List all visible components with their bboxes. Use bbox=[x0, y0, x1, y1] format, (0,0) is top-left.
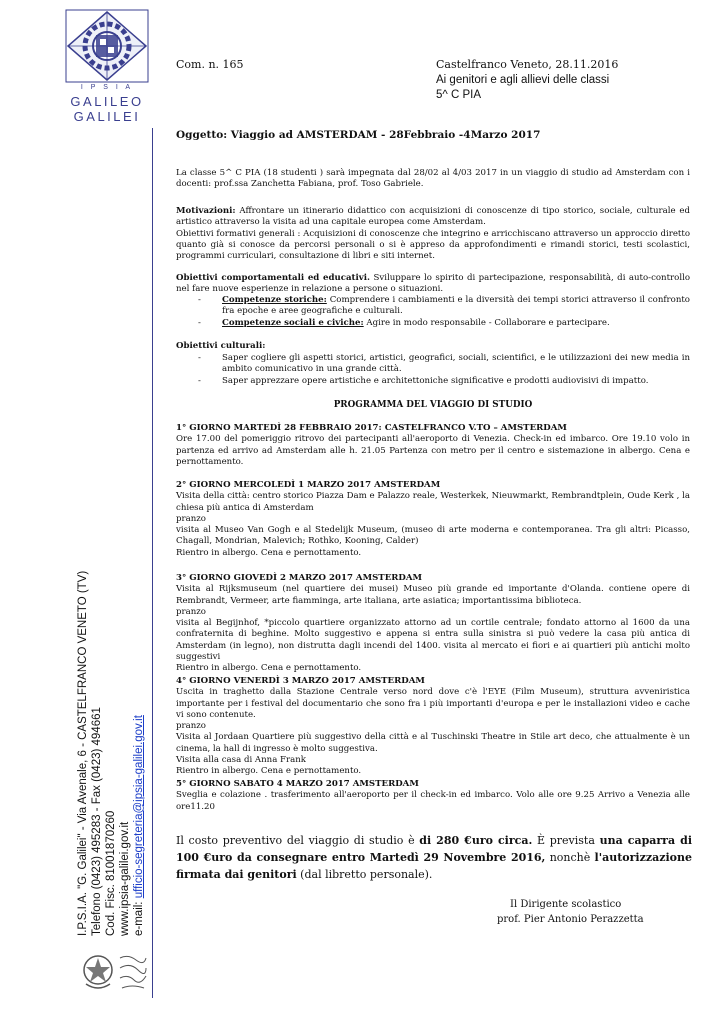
day-heading: 4° GIORNO VENERDÌ 3 MARZO 2017 AMSTERDAM bbox=[176, 676, 425, 686]
day-line: pranzo bbox=[176, 513, 206, 524]
sidebar-divider bbox=[152, 128, 153, 998]
day-line: Rientro in albergo. Cena e pernottamento. bbox=[176, 663, 362, 674]
addressee-line1: Ai genitori e agli allievi delle classi bbox=[436, 74, 610, 86]
school-email-row bbox=[132, 536, 146, 936]
republic-emblem-icon bbox=[80, 952, 116, 992]
day-heading: 5° GIORNO SABATO 4 MARZO 2017 AMSTERDAM bbox=[176, 779, 419, 789]
cost-paragraph bbox=[176, 832, 692, 883]
day-line: visita al Begijnhof, *piccolo quartiere organizzato attorno ad un cortile centrale; fondato attorno al 1600 da una confraternita di beghine. Molto suggestivo e appena si entra sulla sinistra si può vedere la casa più antica di Amsterdam (in legno), non distrutta dagli incendi del 1400. visita al mercato ei fiori e ai quartieri più antichi molto suggestivi bbox=[176, 618, 690, 663]
signature-role: Il Dirigente scolastico bbox=[510, 899, 622, 910]
school-website[interactable]: www.ipsia-galilei.gov.it bbox=[119, 821, 131, 936]
cost-text-1: Il costo preventivo del viaggio di studio è bbox=[176, 834, 420, 847]
competenze-sociali-text: Agire in modo responsabile - Collaborare e partecipare. bbox=[363, 317, 610, 328]
list-item: - Saper apprezzare opere artistiche e architettoniche significative e prodotti audiovisivi di impatto. bbox=[176, 376, 690, 387]
competenze-sociali-label: Competenze sociali e civiche: bbox=[222, 317, 364, 328]
intro-paragraph bbox=[176, 168, 690, 191]
day-line: pranzo bbox=[176, 721, 206, 732]
day-3 bbox=[176, 573, 690, 675]
competenze-list bbox=[176, 295, 690, 329]
cost-text-4: (dal libretto personale). bbox=[296, 868, 433, 881]
competenze-storiche-label: Competenze storiche: bbox=[222, 295, 327, 305]
day-line: pranzo bbox=[176, 606, 206, 617]
day-2 bbox=[176, 480, 690, 559]
day-line: Sveglia e colazione . trasferimento all'aeroporto per il check-in ed imbarco. Volo alle ore 9.25 Arrivo a Venezia alle ore11.20 bbox=[176, 790, 690, 812]
cost-deposit: una caparra di 100 €uro da consegnare entro Martedì 29 Novembre 2016, bbox=[176, 834, 693, 864]
programma-title: PROGRAMMA DEL VIAGGIO DI STUDIO bbox=[333, 400, 533, 410]
day-4 bbox=[176, 676, 690, 778]
logo-name-line2: GALILEI bbox=[73, 109, 141, 124]
logo-name-line1: GALILEO bbox=[70, 94, 144, 109]
comportamentali-text: Sviluppare lo spirito di partecipazione, responsabilità, di auto-controllo nel fare nuove esperienze in relazione a persone o situazioni. bbox=[176, 273, 690, 295]
comportamentali-label: Obiettivi comportamentali ed educativi. bbox=[176, 273, 371, 283]
addressee-line2: 5^ C PIA bbox=[436, 89, 482, 101]
cost-authorization: l'autorizzazione firmata dai genitori bbox=[176, 851, 692, 881]
day-line: Rientro in albergo. Cena e pernottamento. bbox=[176, 766, 362, 777]
day-line: visita al Museo Van Gogh e al Stedelijk Museum, (museo di arte moderna e contemporanea. Tra gli altri: Picasso, Chagall, Mondrian, Malevich; Rothko, Kooning, Calder) bbox=[176, 525, 690, 547]
competenze-storiche-text: Comprendere i cambiamenti e la diversità dei tempi storici attraverso il confronto fra epoche e aree geografiche e culturali. bbox=[222, 295, 690, 317]
day-line: Uscita in traghetto dalla Stazione Centrale verso nord dove c'è l'EYE (Film Museum), struttura avveniristica importante per i festival del documentario che sono fra i più importanti d'europa e per le installazioni video e cache vi sono contenute. bbox=[176, 687, 690, 720]
day-line: Ore 17.00 del pomeriggio ritrovo dei partecipanti all'aeroporto di Venezia. Check-in ed imbarco. Ore 19.10 volo in partenza ed arrivo ad Amsterdam alle h. 21.05 Partenza con metro per il centro e sistemazione in albergo. Cena e pernottamento. bbox=[176, 434, 690, 467]
cost-text-3: nonchè bbox=[545, 851, 595, 864]
list-item: - Saper cogliere gli aspetti storici, artistici, geografici, sociali, scientifici, e le utilizzazioni dei new media in ambito comunicativo in una grande città. bbox=[198, 353, 690, 375]
gear-logo-icon bbox=[64, 8, 150, 84]
school-contacts bbox=[76, 536, 146, 936]
place-date: Castelfranco Veneto, 28.11.2016 bbox=[436, 58, 619, 71]
motivazioni-label: Motivazioni: bbox=[176, 206, 236, 216]
logo-ipsia-text: I P S I A bbox=[80, 84, 134, 91]
day-line: Visita alla casa di Anna Frank bbox=[176, 755, 306, 766]
comportamentali-paragraph bbox=[176, 273, 690, 296]
obiettivi-formativi: Obiettivi formativi generali : Acquisizioni di conoscenze che integrino e arricchiscano attraverso un approccio diretto quanto già si conosce da percorsi personali o si è appreso da approfondimenti e rimandi storici, testi scolastici, programmi curriculari, consultazione di libri e siti internet. bbox=[176, 228, 690, 262]
culturali-item: Saper cogliere gli aspetti storici, artistici, geografici, sociali, scientifici, e le utilizzazioni dei new media in ambito comunicativo in una grande città. bbox=[222, 353, 690, 375]
communication-number: Com. n. 165 bbox=[176, 58, 244, 71]
subject-line: Oggetto: Viaggio ad AMSTERDAM - 28Febbraio -4Marzo 2017 bbox=[176, 129, 541, 141]
motivazioni-section bbox=[176, 206, 690, 262]
school-email-link[interactable]: ufficio-segreteria@ipsia-galilei.gov.it bbox=[133, 715, 145, 899]
day-line: Rientro in albergo. Cena e pernottamento. bbox=[176, 547, 362, 558]
culturali-list bbox=[176, 353, 690, 387]
comportamentali-section bbox=[176, 273, 690, 296]
culturali-section bbox=[176, 341, 690, 352]
school-fiscal-code: Cod. Fisc. 81001870260 bbox=[105, 810, 117, 936]
ministry-signature-icon bbox=[116, 950, 150, 994]
cost-text-2: È prevista bbox=[532, 834, 600, 847]
day-5 bbox=[176, 779, 690, 813]
motivazioni-paragraph bbox=[176, 206, 690, 229]
culturali-label: Obiettivi culturali: bbox=[176, 341, 266, 351]
motivazioni-text: Affrontare un itinerario didattico con acquisizioni di conoscenze di tipo storico, sociale, culturale ed artistico attraverso la visita ad una capitale europea come Amsterdam. bbox=[176, 206, 690, 228]
school-phone: Telefono (0423) 495283 - Fax (0423) 494661 bbox=[91, 707, 103, 936]
school-address: I.P.S.I.A. "G. Galilei" - Via Avenale, 6 - CASTELFRANCO VENETO (TV) bbox=[77, 570, 89, 936]
day-line: Visita della città: centro storico Piazza Dam e Palazzo reale, Westerkek, Nieuwmarkt, Rembrandtplein, Oude Kerk , la chiesa più antica di Amsterdam bbox=[176, 491, 690, 513]
day-heading: 1° GIORNO MARTEDÌ 28 FEBBRAIO 2017: CASTELFRANCO V.TO – AMSTERDAM bbox=[176, 423, 567, 433]
email-label: e-mail: bbox=[133, 898, 145, 936]
day-1 bbox=[176, 423, 690, 468]
school-logo bbox=[64, 8, 150, 126]
list-item: - Competenze storiche: Comprendere i cambiamenti e la diversità dei tempi storici attraverso il confronto fra epoche e aree geografiche e culturali. bbox=[198, 295, 690, 317]
cost-amount: di 280 €uro circa. bbox=[419, 834, 533, 847]
signature-name: prof. Pier Antonio Perazzetta bbox=[497, 914, 644, 925]
culturali-item: Saper apprezzare opere artistiche e architettoniche significative e prodotti audiovisivi di impatto. bbox=[222, 375, 649, 386]
list-item: - Competenze sociali e civiche: Agire in modo responsabile - Collaborare e partecipare. bbox=[198, 317, 610, 328]
day-line: Visita al Jordaan Quartiere più suggestivo della città e al Tuschinski Theatre in Stile art deco, che attualmente è un cinema, la hall di ingresso è molto suggestiva. bbox=[176, 732, 690, 754]
day-heading: 3° GIORNO GIOVEDÌ 2 MARZO 2017 AMSTERDAM bbox=[176, 573, 423, 583]
day-heading: 2° GIORNO MERCOLEDÌ 1 MARZO 2017 AMSTERDAM bbox=[176, 480, 441, 490]
day-line: Visita al Rijksmuseum (nel quartiere dei musei) Museo più grande ed importante d'Olanda. contiene opere di Rembrandt, Vermeer, arte fiamminga, arte italiana, arte asiatica; importantissima biblioteca. bbox=[176, 584, 690, 606]
intro-text: La classe 5^ C PIA (18 studenti ) sarà impegnata dal 28/02 al 4/03 2017 in un viaggio di studio ad Amsterdam con i docenti: prof.ssa Zanchetta Fabiana, prof. Toso Gabriele. bbox=[176, 168, 690, 190]
